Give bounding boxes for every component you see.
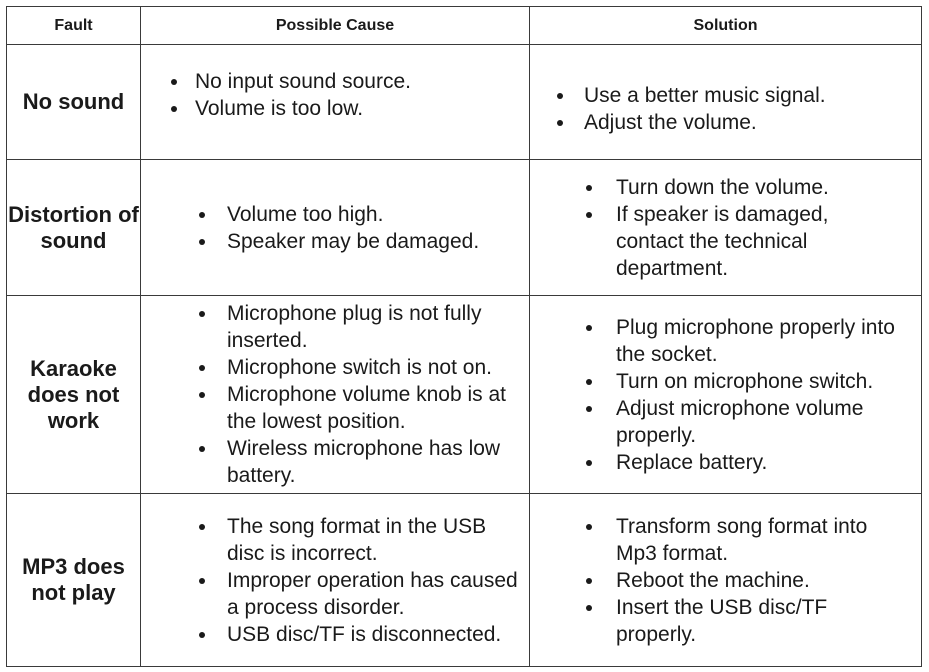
cause-text: The song format in the USB disc is incorrect. [227, 514, 487, 565]
header-possible-cause: Possible Cause [275, 16, 395, 34]
solution-list [530, 513, 900, 648]
list-item [530, 82, 921, 109]
list-item [141, 513, 521, 567]
list-item [530, 174, 860, 201]
list-item [530, 109, 921, 136]
cause-list [141, 300, 521, 489]
list-item [530, 513, 900, 567]
solutions-mp3 [530, 494, 921, 666]
causes-karaoke [141, 296, 529, 493]
bullet-icon [557, 93, 563, 99]
bullet-icon [557, 120, 563, 126]
fault-distortion-of-sound: Distortion of sound [8, 201, 139, 253]
solution-text: Turn on microphone switch. [616, 369, 874, 393]
list-item [141, 435, 521, 489]
bullet-icon [171, 79, 177, 85]
cause-list [141, 513, 521, 648]
table-border-bottom [6, 666, 922, 667]
causes-distortion [141, 160, 529, 295]
list-item [141, 95, 529, 122]
cause-text: USB disc/TF is disconnected. [227, 622, 502, 646]
list-item [141, 68, 529, 95]
solution-list [530, 314, 910, 476]
list-item [141, 228, 529, 255]
causes-mp3 [141, 494, 529, 666]
list-item [141, 621, 521, 648]
solution-list [530, 82, 921, 136]
bullet-icon [199, 446, 205, 452]
bullet-icon [586, 379, 592, 385]
solutions-no-sound [530, 45, 921, 173]
bullet-icon [586, 524, 592, 530]
bullet-icon [586, 605, 592, 611]
solution-text: Use a better music signal. [584, 84, 826, 107]
bullet-icon [586, 185, 592, 191]
header-solution: Solution [693, 16, 758, 34]
bullet-icon [199, 578, 205, 584]
cause-text: Speaker may be damaged. [227, 229, 480, 253]
solution-list [530, 174, 860, 282]
table-border-right [921, 6, 922, 666]
list-item [530, 395, 910, 449]
bullet-icon [586, 460, 592, 466]
cause-text: No input sound source. [195, 70, 411, 93]
cause-text: Wireless microphone has low battery. [227, 437, 501, 487]
cause-text: Microphone volume knob is at the lowest position. [227, 383, 506, 433]
bullet-icon [199, 392, 205, 398]
list-item [530, 567, 900, 594]
list-item [141, 354, 521, 381]
fault-karaoke-does-not-work: Karaoke does not work [27, 355, 120, 433]
bullet-icon [586, 578, 592, 584]
header-fault: Fault [54, 16, 93, 34]
bullet-icon [171, 106, 177, 112]
list-item [530, 314, 910, 368]
bullet-icon [199, 212, 205, 218]
fault-no-sound: No sound [22, 89, 125, 114]
causes-no-sound [141, 45, 529, 145]
solution-text: Replace battery. [616, 450, 768, 474]
list-item [141, 300, 521, 354]
cause-list [141, 201, 529, 255]
bullet-icon [586, 212, 592, 218]
cause-text: Volume is too low. [195, 97, 364, 120]
fault-mp3-does-not-play: MP3 does not play [22, 554, 125, 605]
cause-text: Volume too high. [227, 202, 384, 226]
bullet-icon [199, 524, 205, 530]
list-item [530, 594, 900, 648]
bullet-icon [199, 311, 205, 317]
list-item [530, 368, 910, 395]
bullet-icon [586, 325, 592, 331]
cause-text: Improper operation has caused a process disorder. [227, 568, 518, 619]
list-item [141, 381, 521, 435]
cause-text: Microphone plug is not fully inserted. [227, 302, 482, 352]
bullet-icon [586, 406, 592, 412]
solution-text: Adjust microphone volume properly. [616, 396, 864, 447]
bullet-icon [199, 632, 205, 638]
solution-text: Transform song format into Mp3 format. [616, 514, 868, 565]
solutions-distortion [530, 160, 921, 295]
list-item [141, 567, 521, 621]
solution-text: Turn down the volume. [616, 175, 829, 199]
list-item [530, 449, 910, 476]
bullet-icon [199, 239, 205, 245]
solution-text: If speaker is damaged, contact the technical department. [616, 202, 829, 280]
solutions-karaoke [530, 296, 921, 493]
list-item [141, 201, 529, 228]
cause-list [141, 68, 529, 122]
solution-text: Adjust the volume. [584, 111, 757, 134]
bullet-icon [199, 365, 205, 371]
solution-text: Insert the USB disc/TF properly. [616, 595, 828, 646]
solution-text: Plug microphone properly into the socket. [616, 315, 895, 366]
list-item [530, 201, 860, 282]
solution-text: Reboot the machine. [616, 568, 810, 592]
cause-text: Microphone switch is not on. [227, 356, 492, 379]
